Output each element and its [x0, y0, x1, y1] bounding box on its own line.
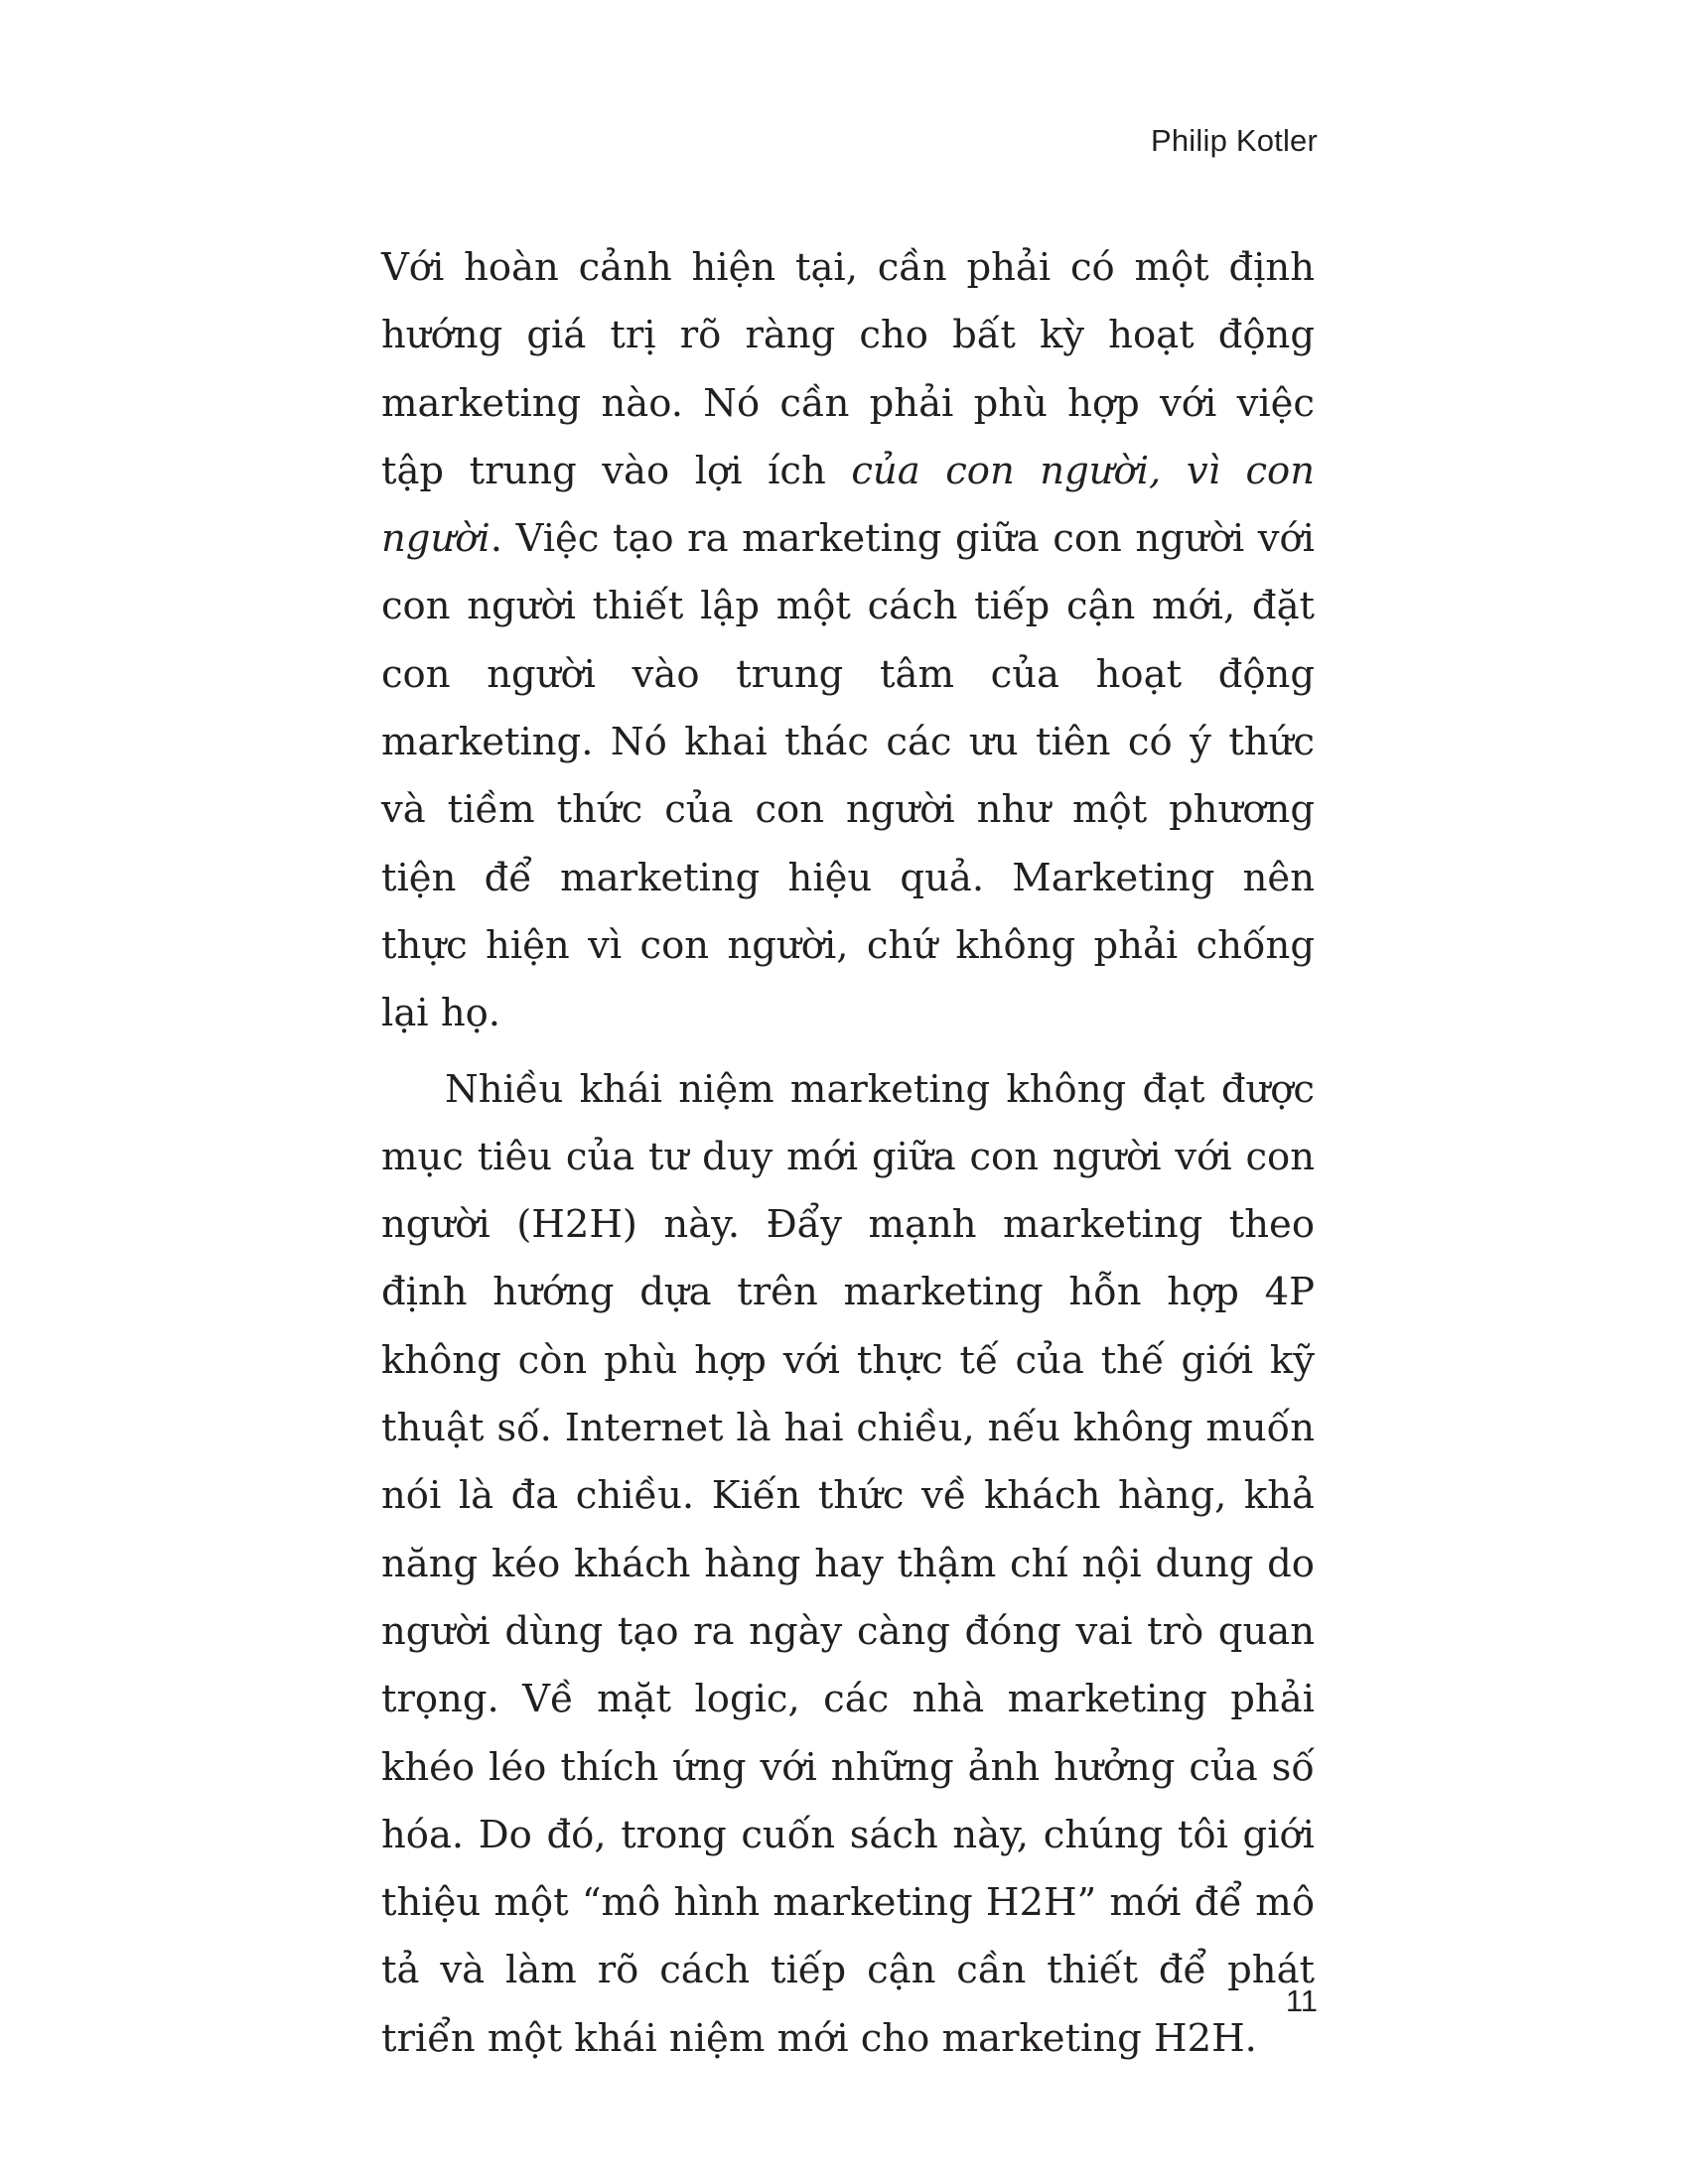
- running-header-author: Philip Kotler: [1150, 123, 1318, 158]
- paragraph-1-part-1: Với hoàn cảnh hiện tại, cần phải có một định hướng giá trị rõ ràng cho bất kỳ hoạt động marketing nào. Nó cần phải phù hợp với việc tập trung vào lợi ích: [381, 245, 1315, 493]
- paragraph-1-italic-phrase: của con người, vì con người: [381, 448, 1315, 562]
- paragraph-1: [381, 234, 1315, 1048]
- body-text: [381, 234, 1315, 2073]
- paragraph-1-part-2: . Việc tạo ra marketing giữa con người với con người thiết lập một cách tiếp cận mới, đặt con người vào trung tâm của hoạt động marketing. Nó khai thác các ưu tiên có ý thức và tiềm thức của con người như một phương tiện để marketing hiệu quả. Marketing nên thực hiện vì con người, chứ không phải chống lại họ.: [381, 516, 1315, 1036]
- page-number: 11: [1285, 1983, 1318, 2018]
- paragraph-2: Nhiều khái niệm marketing không đạt được mục tiêu của tư duy mới giữa con người với con người (H2H) này. Đẩy mạnh marketing theo định hướng dựa trên marketing hỗn hợp 4P không còn phù hợp với thực tế của thế giới kỹ thuật số. Internet là hai chiều, nếu không muốn nói là đa chiều. Kiến thức về khách hàng, khả năng kéo khách hàng hay thậm chí nội dung do người dùng tạo ra ngày càng đóng vai trò quan trọng. Về mặt logic, các nhà marketing phải khéo léo thích ứng với những ảnh hưởng của số hóa. Do đó, trong cuốn sách này, chúng tôi giới thiệu một “mô hình marketing H2H” mới để mô tả và làm rõ cách tiếp cận cần thiết để phát triển một khái niệm mới cho marketing H2H.: [381, 1066, 1315, 2061]
